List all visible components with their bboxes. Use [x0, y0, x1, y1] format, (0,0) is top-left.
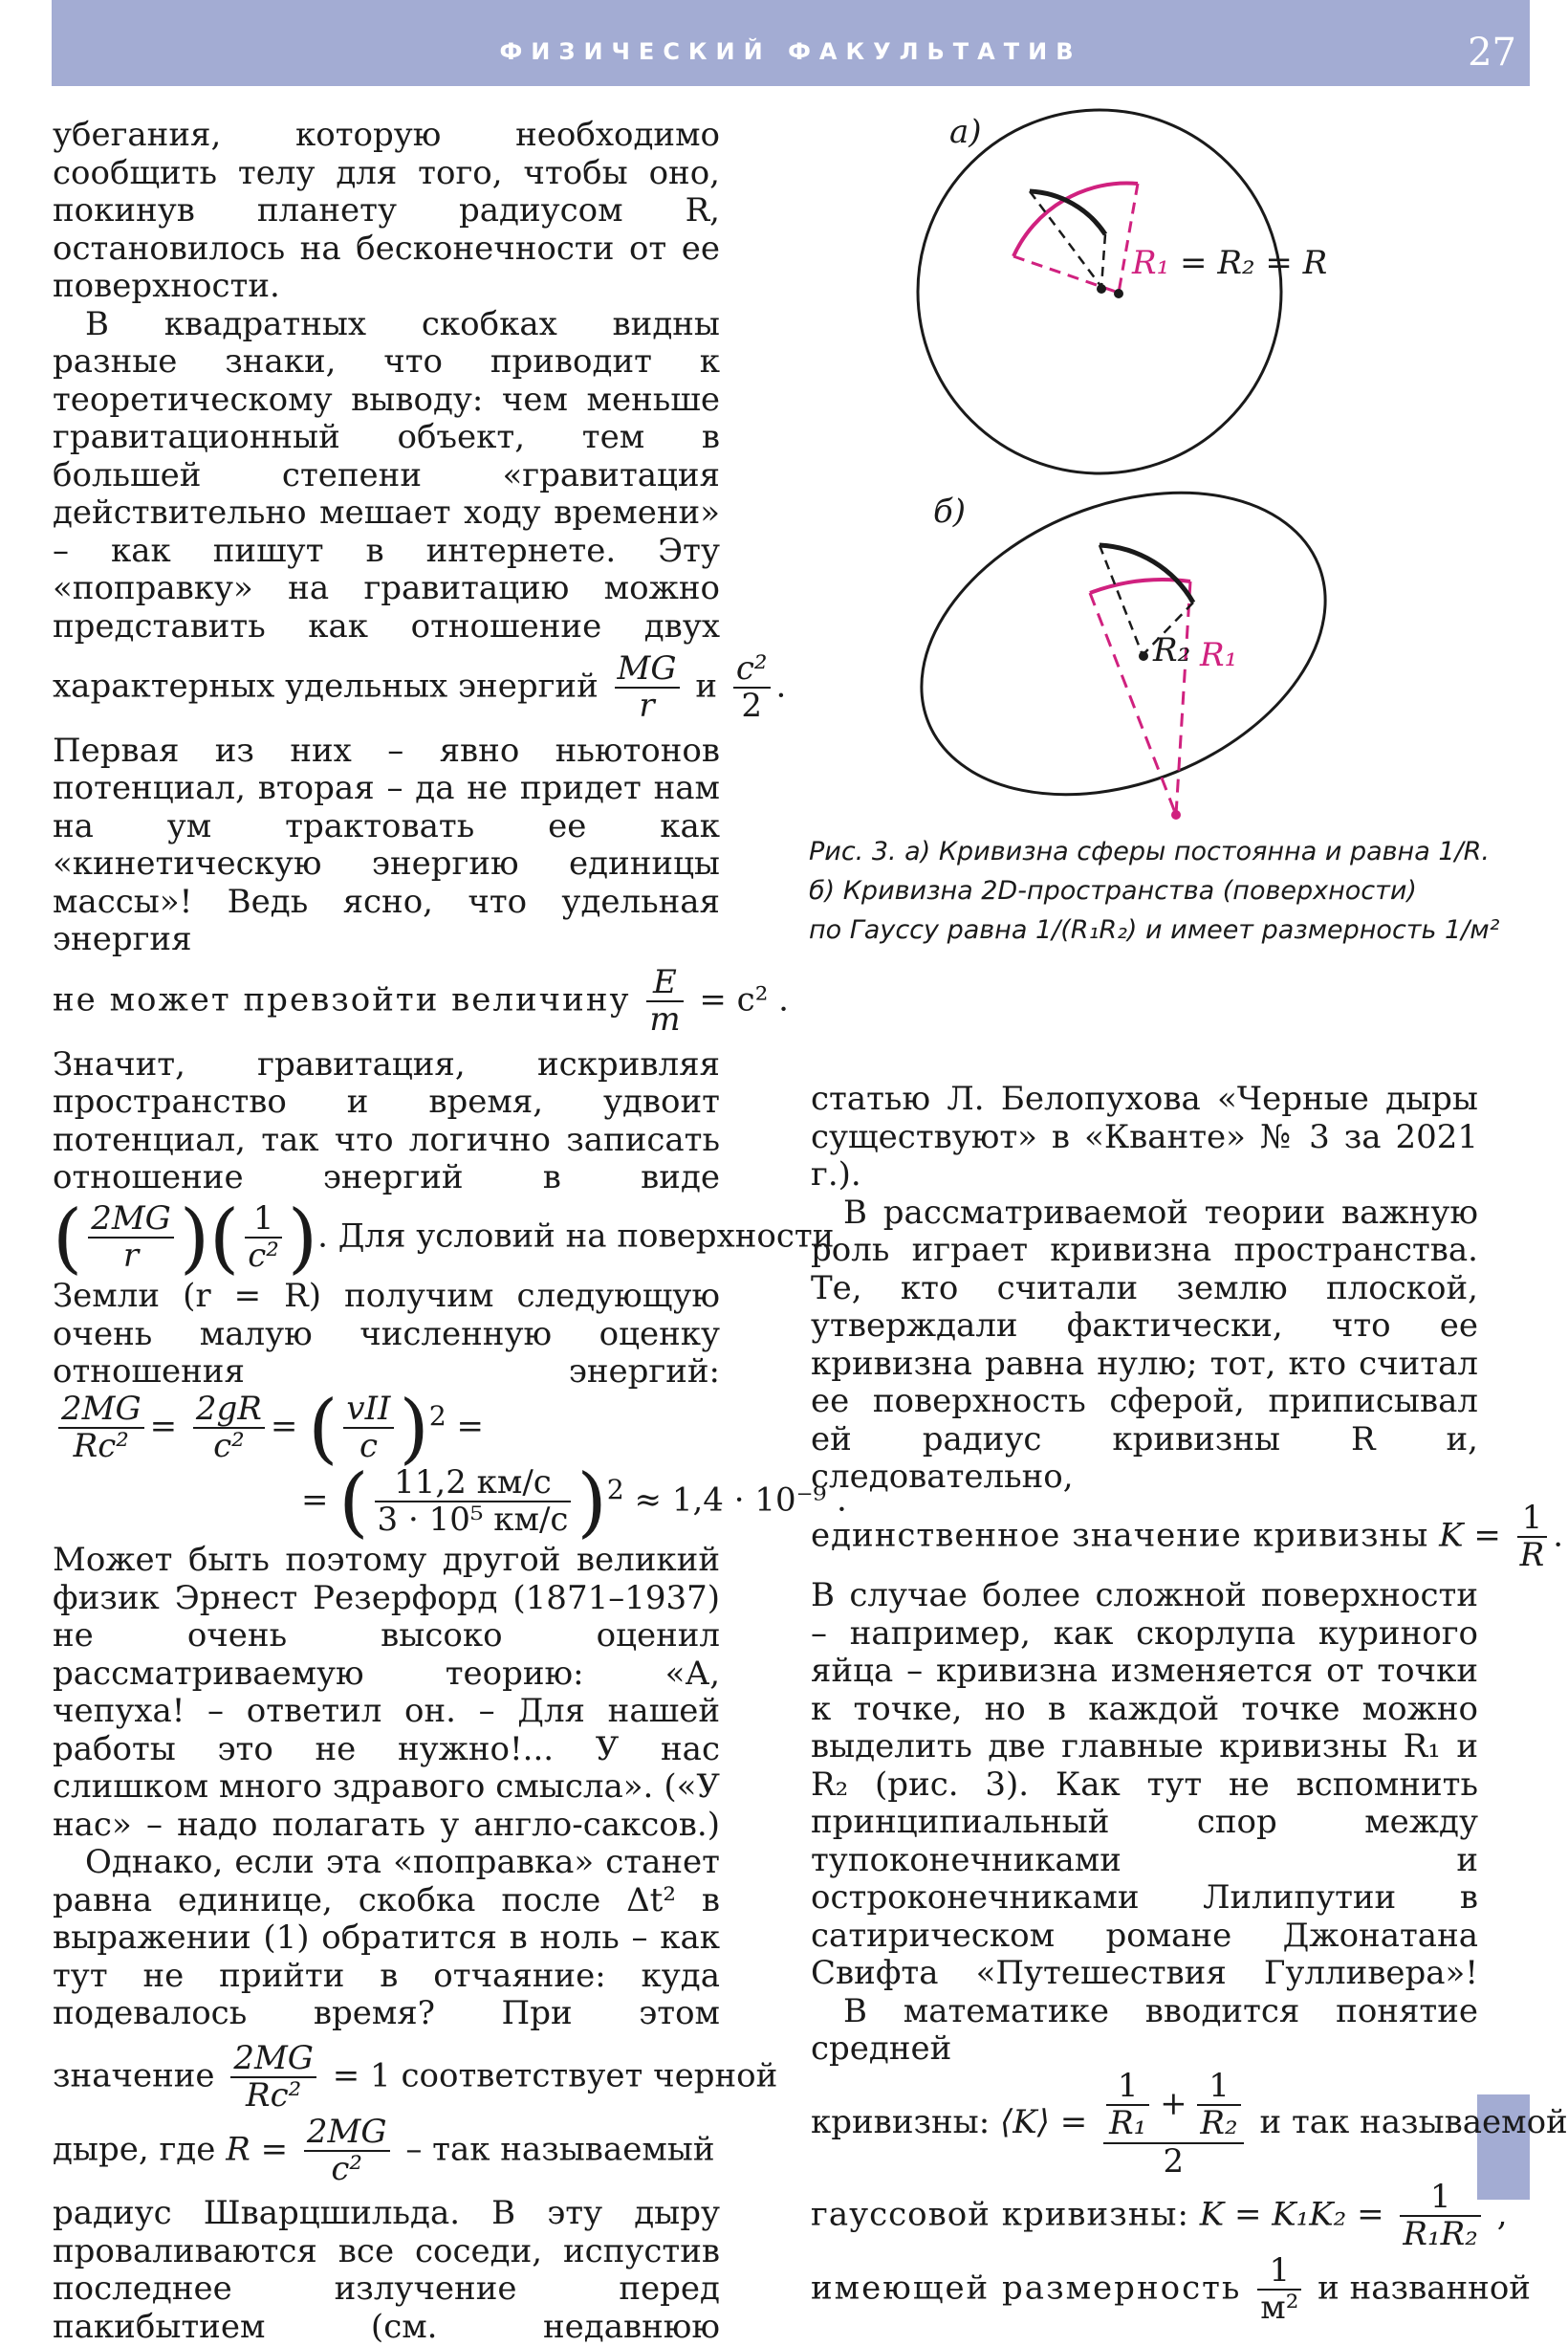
right-paragraph-1: статью Л. Белопухова «Черные дыры существуют» в «Кванте» № 3 за 2021 г.). — [811, 1080, 1478, 1194]
schwarzschild-r: R = — [226, 2130, 289, 2169]
mean-curvature-text: кривизны: — [811, 2102, 991, 2141]
condition-result: = 1 соответствует черной — [332, 2056, 778, 2095]
left-paragraph-1: убегания, которую необходимо сообщить телу для того, чтобы оно, покинув планету радиусом R, остановилось на бесконечности от ее поверхности. — [53, 116, 720, 305]
sphere-center-r1 — [1114, 289, 1123, 298]
egg-arc-r2 — [1100, 545, 1193, 603]
left-paragraph-3: Первая из них – явно ньютонов потенциал, вторая – да не придет нам на ум трактовать ее как «кинетическую энергию единицы массы»! Ведь ясно, что удельная энергия — [53, 731, 720, 959]
conjunction: и — [695, 667, 718, 706]
fraction-2mg-r: $\frac{2MG}{r}$ — [88, 1201, 174, 1275]
running-header — [52, 0, 1530, 86]
left-paragraph-2: В квадратных скобках видны разные знаки, что приводит к теоретическому выводу: чем меньше гравитационный объект, тем в большей степени «гравитация действительно мешает ходу времени» – как пишут в интернете. Эту «поправку» на гравитацию можно представить как отношение двух — [53, 304, 720, 646]
figure-caption — [809, 832, 1500, 950]
fraction-mean-curvature: $\frac{1}{\text{R₁}}$ + $\frac{1}{\text{R₂}}$ 2 — [1103, 2069, 1244, 2180]
mean-curvature-symbol: ⟨K⟩ = — [1000, 2102, 1088, 2141]
fraction-c2-2: $\frac{\text{c²}}{2}$ — [733, 651, 771, 725]
page-number: 27 — [1468, 31, 1516, 75]
black-hole-condition — [53, 2038, 778, 2116]
schwarzschild-suffix: – так называемый — [405, 2130, 715, 2169]
fraction-1-r: $\frac{1}{R}$ — [1517, 1501, 1548, 1574]
eq-fraction-2gr-c2: $\frac{2gR}{\text{c²}}$ — [193, 1392, 265, 1465]
right-paragraph-3: В случае более сложной поверхности – например, как скорлупа куриного яйца – кривизна изменяется от точки к точке, но в каждой точке можно выделить две главные кривизны R₁ и R₂ (рис. 3). Как тут не вспомнить принципиальный спор между тупоконечниками и остроконечниками Лилипутии в сатирическом романе Джонатана Свифта «Путешествия Гулливера»! — [811, 1576, 1478, 1993]
figure-a-radii-equation: R₁ = R₂ = R — [1132, 244, 1328, 282]
eq-fraction-speeds: $\frac{11,2 км/с}{\text{3 · 10⁵ км/с}}$ — [375, 1465, 572, 1539]
schwarzschild-radius-line — [53, 2112, 720, 2189]
dimension-text: имеющей размерность — [811, 2269, 1242, 2308]
limit-value: = c² . — [699, 980, 789, 1020]
egg-center-r2 — [1139, 651, 1148, 661]
energy-ratio-expression: ( $\frac{2MG}{r}$ )( $\frac{1}{\text{c²}}$ ). Для условий на поверхности — [53, 1192, 835, 1282]
dimension-suffix: и названной — [1318, 2269, 1531, 2308]
fraction-1-r1r2: $\frac{1}{\text{R₁R₂}}$ — [1400, 2180, 1480, 2253]
left-column — [53, 116, 847, 2346]
schwarzschild-text: дыре, где — [53, 2130, 216, 2169]
section-title: ФИЗИЧЕСКИЙ ФАКУЛЬТАТИВ — [499, 38, 1082, 65]
fraction-e-m: $\frac{E}{m}$ — [646, 965, 683, 1039]
dimension-line — [811, 2250, 1531, 2328]
limit-text: не может превзойти величину — [53, 980, 631, 1020]
curvature-sphere-line: единственное значение кривизны K = $\frac{1}{R}$ . — [811, 1498, 1564, 1574]
right-column — [811, 1080, 1568, 2328]
estimate-result: ≈ 1,4 · 10⁻⁹ . — [634, 1480, 847, 1520]
egg-center-r1 — [1171, 810, 1181, 820]
left-paragraph-8: радиус Шварцшильда. В эту дыру проваливаются все соседи, испустив последнее излучение перед пакибытием (см. недавнюю — [53, 2194, 720, 2346]
curvature-k: K = — [1439, 1515, 1501, 1554]
fraction-2mg-c2: $\frac{2MG}{\text{c²}}$ — [304, 2115, 390, 2188]
fraction-1-c2: $\frac{1}{\text{c²}}$ — [245, 1201, 282, 1275]
eq-fraction-2mg-rc2: $\frac{2MG}{\text{Rc²}}$ — [58, 1392, 144, 1465]
curvature-figure — [860, 96, 1530, 822]
egg-radius-r2-a — [1100, 545, 1143, 655]
energy-ratio-line: характерных удельных энергий $\frac{MG}{r}$ и $\frac{\text{c²}}{2}$ . — [53, 649, 787, 726]
sphere-radius-r2-a — [1030, 191, 1101, 287]
sphere-radius-r2-b — [1101, 234, 1105, 287]
sphere-center-r2 — [1097, 284, 1106, 294]
curvature-sphere-text: единственное значение кривизны — [811, 1515, 1429, 1554]
right-paragraph-2: В рассматриваемой теории важную роль играет кривизна пространства. Те, кто считали землю плоской, утверждали фактически, что ее кривизна равна нулю; тот, кто считал ее поверхность сферой, приписывал ей радиус кривизны R и, следовательно, — [811, 1193, 1478, 1496]
gauss-curvature-text: гауссовой кривизны: — [811, 2195, 1189, 2234]
energy-ratio-text: характерных удельных энергий — [53, 667, 599, 706]
figure-label-b: б) — [933, 493, 967, 531]
mean-curvature-line — [811, 2066, 1568, 2181]
left-paragraph-5: Земли (r = R) получим следующую очень малую численную оценку отношения энергий: — [53, 1277, 720, 1392]
eq-fraction-v-c: $\frac{\text{vII}}{c}$ — [343, 1392, 393, 1465]
left-paragraph-6: Может быть поэтому другой великий физик Эрнест Резерфорд (1871–1937) не очень высоко оценил рассматриваемую теорию: «А, чепуха! – ответил он. – Для нашей работы это не нужно!... У нас слишком много здравого смысла». («У нас» – надо полагать у англо-саксов.) — [53, 1541, 720, 1844]
estimate-equation-2: = ( $\frac{11,2 км/с}{\text{3 · 10⁵ км/с}}$ )$^2$ ≈ 1,4 · 10⁻⁹ . — [301, 1457, 847, 1546]
caption-line-1: Рис. 3. а) Кривизна сферы постоянна и равна 1/R. — [809, 837, 1490, 866]
estimate-equation-1: $\frac{2MG}{\text{Rc²}}$ = $\frac{2gR}{\text{c²}}$ = ( $\frac{\text{vII}}{c}$ )$^2$ = — [53, 1392, 720, 1465]
left-paragraph-7: Однако, если эта «поправка» станет равна единице, скобка после Δt² в выражении (1) обратится в ноль – как тут не прийти в отчаяние: куда подевалось время? При этом — [53, 1843, 720, 2033]
figure-label-a: а) — [949, 113, 982, 151]
right-paragraph-4: В математике вводится понятие средней — [811, 1991, 1478, 2069]
fraction-mg-r: $\frac{MG}{r}$ — [615, 651, 680, 725]
caption-line-2: б) Кривизна 2D-пространства (поверхности) — [809, 876, 1417, 906]
egg-radius-r1-a — [1090, 593, 1176, 815]
gauss-curvature-symbol: K = K₁K₂ = — [1199, 2195, 1384, 2234]
caption-line-3: по Гауссу равна 1/(R₁R₂) и имеет размерность 1/м² — [809, 915, 1500, 945]
fraction-2mg-rc2: $\frac{2MG}{\text{Rc²}}$ — [230, 2041, 316, 2115]
mean-curvature-suffix: и так называемой — [1259, 2102, 1568, 2141]
left-paragraph-4: Значит, гравитация, искривляя пространство и время, удвоит потенциал, так что логично записать отношение энергий в виде — [53, 1044, 720, 1197]
condition-text: значение — [53, 2056, 215, 2095]
figure-b-label-r2: R₂ — [1153, 631, 1191, 669]
fraction-1-m2: $\frac{1}{\text{м²}}$ — [1257, 2253, 1301, 2327]
limit-line — [53, 962, 789, 1040]
surface-text: . Для условий на поверхности — [317, 1216, 835, 1255]
figure-b-label-r1: R₁ — [1200, 636, 1238, 674]
gauss-curvature-line: гауссовой кривизны: K = K₁K₂ = $\frac{1}{\text{R₁R₂}}$ , — [811, 2177, 1508, 2254]
